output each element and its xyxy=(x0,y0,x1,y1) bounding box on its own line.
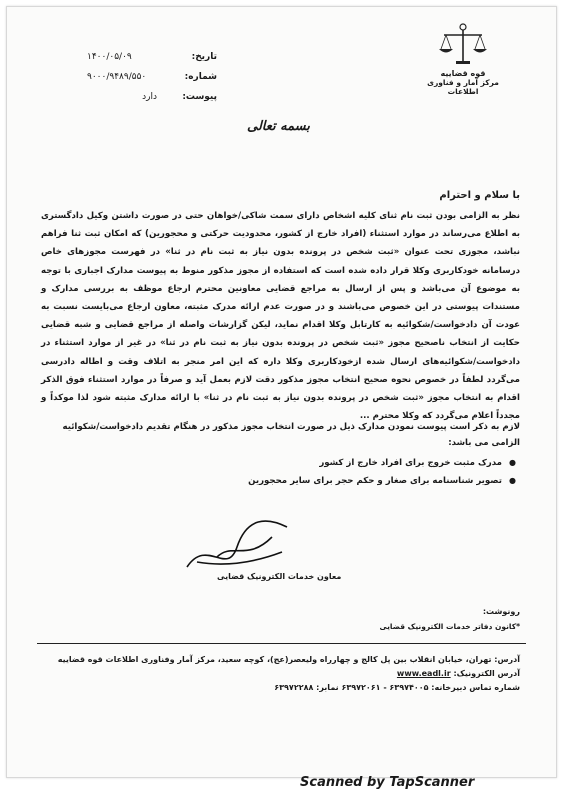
date-label: تاریخ: xyxy=(191,52,217,62)
judiciary-logo xyxy=(418,23,508,96)
cc-label: رونوشت: xyxy=(482,607,520,616)
requirements-list xyxy=(41,455,520,489)
footer-web-label: آدرس الکترونیک: xyxy=(453,669,520,678)
letter-body: نظر به الزامی بودن ثبت نام ثنای کلیه اشخاص دارای سمت شاکی/خواهان حتی در صورت داشتن وکیل دادگستری به اطلاع می‌رساند در موارد استثناء (افراد خارج از کشور، محدودیت حرکتی و محجورین) که امکان ثبت ثنا فراهم نباشد، مجوزی تحت عنوان «ثبت شخص در پرونده بدون نیاز به ثبت نام در ثنا» در فهرست مجوزهای خاص درسامانه خودکاربری وکلا قرار داده شده است که استفاده از مجوز مذکور منوط به پیوست مدارک اجباری با توجه به موضوع آن می‌باشد و پس از ارسال به مراجع قضایی معاونین محترم ارجاع موظف به بررسی مدارک و مستندات پیوستی در این خصوص می‌باشند و در صورت عدم ارائه مدرک مثبته، معاون ارجاع می‌بایست نسبت به عودت آن دادخواست/شکوائیه به کارتابل وکلا اقدام نماید، لیکن گزارشات واصله از مراجع قضایی و شبه قضایی حکایت از انتخاب ناصحیح مجوز «ثبت شخص در پرونده بدون نیاز به ثبت نام در ثنا» در غیر از موارد استثناء در دادخواست/شکوائیه‌های ارسال شده ازخودکاربری وکلا داره که این امر منجر به اتلاف وقت و اطاله دادرسی می‌گردد لطفاً در خصوص نحوه صحیح انتخاب مجوز مذکور دقت لازم بعمل آید و صرفاً در موارد استثناء فوق الذکر اقدام به انتخاب مجوز «ثبت شخص در پرونده بدون نیاز به ثبت نام در ثنا» با ارائه مدارک مثبته شود لذا موکداً و مجدداً اعلام می‌گردد که وکلا محترم ... xyxy=(41,211,520,422)
signatory-title: معاون خدمات الکترونیک قضایی xyxy=(217,572,342,581)
handwritten-signature xyxy=(177,507,297,577)
letter-metadata xyxy=(87,47,217,107)
letter-footer xyxy=(41,653,520,695)
attachment-label: پیوست: xyxy=(182,92,217,102)
date-value: ۱۴۰۰/۰۵/۰۹ xyxy=(87,52,132,62)
list-item: ● تصویر شناسنامه برای صغار و حکم حجر برای سایر محجورین xyxy=(41,473,502,489)
scales-of-justice-icon xyxy=(436,23,490,67)
cc-recipient: *کانون دفاتر خدمات الکترونیک قضایی xyxy=(379,622,520,631)
footer-divider xyxy=(37,643,526,644)
list-item: ● مدرک مثبت خروج برای افراد خارج از کشور xyxy=(41,455,502,471)
number-value: ۹۰۰۰/۹۴۸۹/۵۵۰ xyxy=(87,72,147,82)
invocation-heading: بسمه تعالی xyxy=(247,119,310,134)
footer-web-row xyxy=(41,667,520,681)
attachment-value: دارد xyxy=(142,92,157,102)
requirements-section xyxy=(41,419,520,491)
footer-address: آدرس: تهران، خیابان انقلاب بین پل کالج و چهارراه ولیعصر(عج)، کوچه سعید، مرکز آمار وفناوری اطلاعات قوه قضاییه xyxy=(57,655,520,664)
logo-subtitle: مرکز آمار و فناوری اطلاعات xyxy=(427,78,499,96)
requirements-intro: لازم به ذکر است پیوست نمودن مدارک ذیل در صورت انتخاب مجوز مذکور در هنگام تقدیم دادخواست/شکوائیه الزامی می باشد: xyxy=(62,422,520,448)
website-link[interactable]: www.eadl.ir xyxy=(396,669,451,678)
footer-phones: شماره تماس دبیرخانه: ۶۳۹۷۴۰۰۵ - ۶۳۹۷۲۰۶۱ نمابر: ۶۳۹۷۲۲۸۸ xyxy=(274,683,520,692)
logo-title: قوه قضاییه xyxy=(440,69,486,78)
number-label: شماره: xyxy=(184,72,217,82)
scanner-watermark: Scanned by TapScanner xyxy=(300,775,475,790)
letter-page xyxy=(6,6,557,778)
greeting: با سلام و احترام xyxy=(439,190,520,201)
